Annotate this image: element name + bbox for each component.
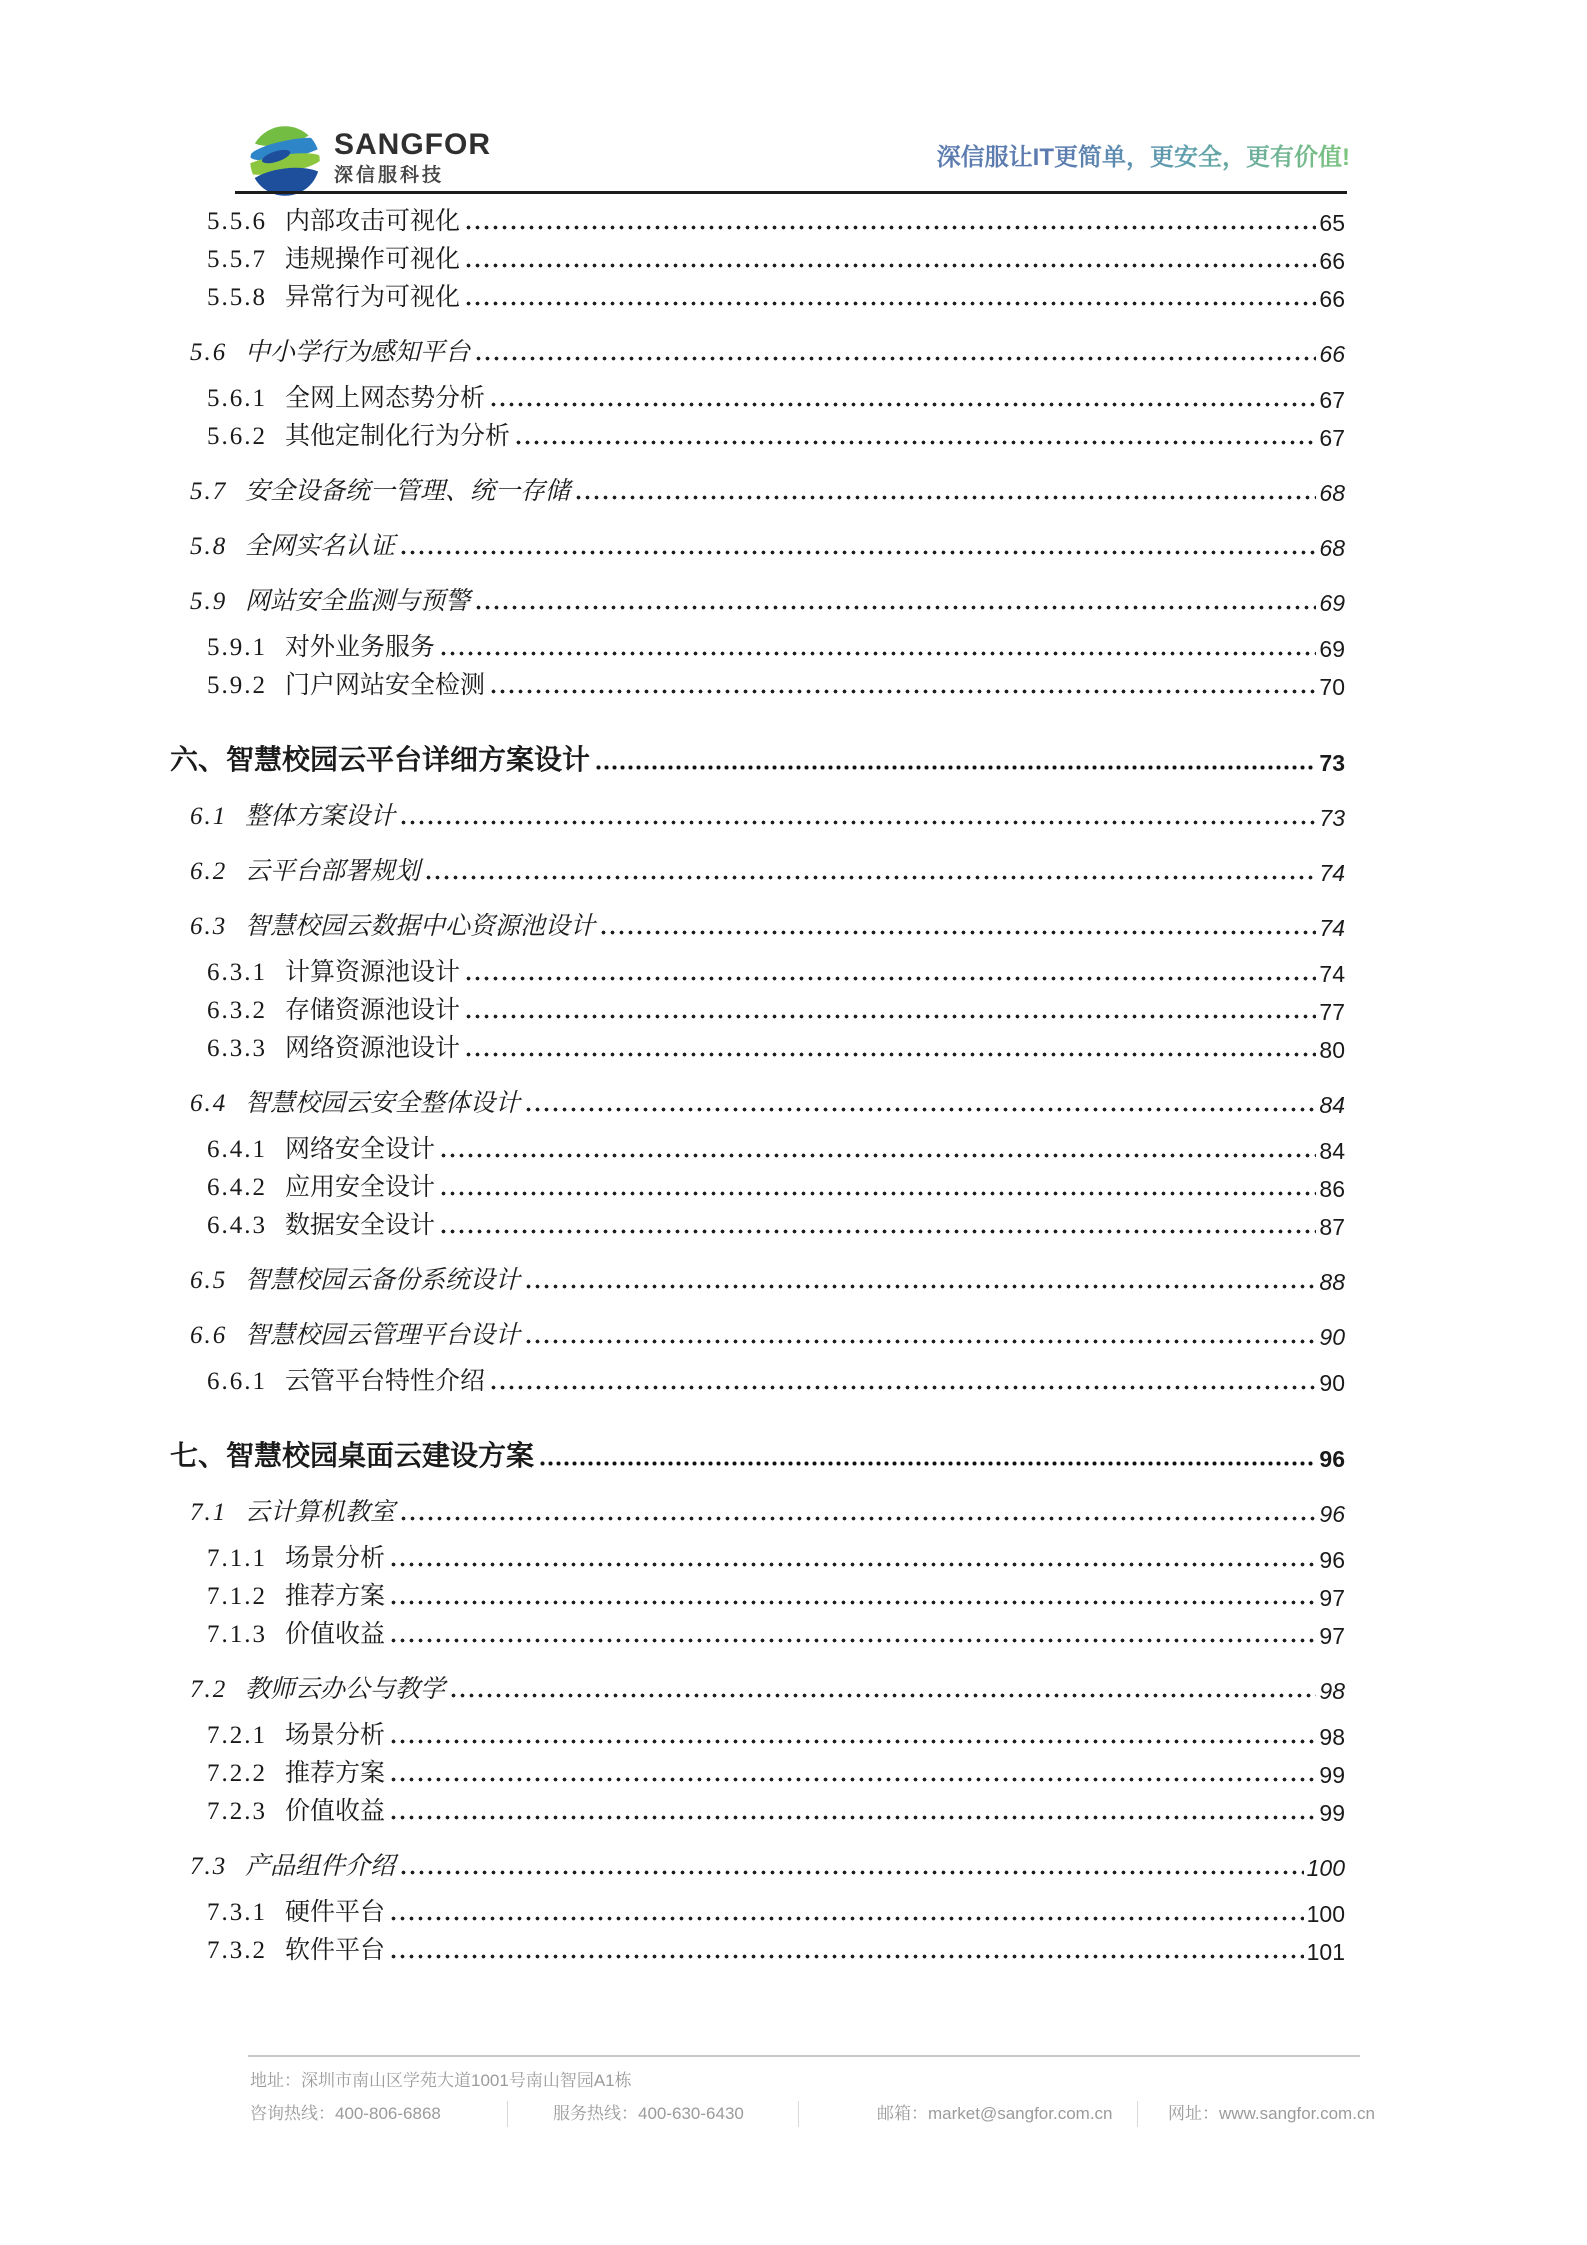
toc-entry-title: 智慧校园云备份系统设计 [245, 1266, 521, 1294]
toc [0, 202, 1587, 1969]
sangfor-logo [248, 124, 491, 198]
toc-entry-title: 软件平台 [285, 1936, 386, 1964]
toc-dotted-leader [526, 1107, 1316, 1112]
toc-entry [207, 991, 1345, 1029]
toc-page-number: 67 [1319, 424, 1345, 451]
toc-entry-number: 7.1.3 [207, 1620, 267, 1648]
toc-entry-title: 安全设备统一管理、统一存储 [245, 477, 571, 505]
toc-entry [190, 1847, 1345, 1885]
toc-page-number: 84 [1319, 1137, 1345, 1164]
toc-page-number: 98 [1319, 1723, 1345, 1750]
toc-page-number: 96 [1319, 1546, 1345, 1573]
toc-entry-title: 推荐方案 [285, 1582, 386, 1610]
toc-entry-title: 对外业务服务 [285, 633, 436, 661]
toc-dotted-leader [391, 1815, 1316, 1820]
toc-dotted-leader [391, 1638, 1316, 1643]
toc-entry-title: 场景分析 [285, 1721, 386, 1749]
toc-page-number: 90 [1319, 1323, 1345, 1350]
toc-entry [207, 628, 1345, 666]
toc-page-number: 69 [1319, 589, 1345, 616]
toc-entry-title: 产品组件介绍 [245, 1852, 396, 1880]
toc-entry-title: 门户网站安全检测 [285, 671, 486, 699]
toc-entry-number: 7.1.2 [207, 1582, 267, 1610]
toc-page-number: 97 [1319, 1584, 1345, 1611]
brand-name-cn: 深信服科技 [334, 165, 445, 186]
toc-entry-number: 6.1 [190, 802, 228, 830]
toc-dotted-leader [466, 225, 1316, 230]
toc-entry-number: 5.7 [190, 477, 228, 505]
footer-contacts [250, 2101, 1375, 2127]
toc-entry-number: 7.3.2 [207, 1936, 267, 1964]
toc-dotted-leader [466, 976, 1316, 981]
header-divider [235, 191, 1347, 194]
toc-entry [207, 1754, 1345, 1792]
toc-dotted-leader [601, 930, 1316, 935]
toc-page-number: 90 [1319, 1369, 1345, 1396]
toc-entry [207, 278, 1345, 316]
toc-entry-number: 6.3.1 [207, 958, 267, 986]
toc-entry-title: 网站安全监测与预警 [245, 587, 471, 615]
toc-dotted-leader [401, 1870, 1304, 1875]
toc-entry [190, 1493, 1345, 1531]
toc-entry-title: 云计算机教室 [245, 1498, 396, 1526]
toc-entry-number: 5.9.2 [207, 671, 267, 699]
toc-page-number: 97 [1319, 1622, 1345, 1649]
toc-entry-number: 7.3 [190, 1852, 228, 1880]
toc-entry [190, 1316, 1345, 1354]
toc-dotted-leader [491, 402, 1316, 407]
toc-entry [190, 797, 1345, 835]
footer-contact-item: 服务热线：400-630-6430 [507, 2101, 798, 2127]
toc-entry [207, 1615, 1345, 1653]
toc-entry-number: 7.1 [190, 1498, 228, 1526]
toc-dotted-leader [466, 1014, 1316, 1019]
toc-dotted-leader [476, 356, 1316, 361]
toc-dotted-leader [401, 1516, 1316, 1521]
toc-entry-number: 7.2.3 [207, 1797, 267, 1825]
toc-page-number: 99 [1319, 1799, 1345, 1826]
toc-entry [190, 527, 1345, 565]
toc-entry [207, 1206, 1345, 1244]
toc-page-number: 98 [1319, 1677, 1345, 1704]
toc-dotted-leader [391, 1600, 1316, 1605]
toc-dotted-leader [391, 1562, 1316, 1567]
toc-entry-title: 整体方案设计 [245, 802, 396, 830]
toc-entry-number: 6.3.3 [207, 1034, 267, 1062]
toc-entry-title: 价值收益 [285, 1620, 386, 1648]
toc-page-number: 73 [1319, 804, 1345, 831]
toc-entry-number: 5.6 [190, 338, 228, 366]
toc-page-number: 68 [1319, 534, 1345, 561]
footer-contact-item: 邮箱：market@sangfor.com.cn [798, 2101, 1137, 2127]
toc-dotted-leader [391, 1739, 1316, 1744]
toc-dotted-leader [391, 1916, 1304, 1921]
toc-page-number: 86 [1319, 1175, 1345, 1202]
toc-entry [207, 666, 1345, 704]
toc-dotted-leader [391, 1777, 1316, 1782]
toc-entry-number: 5.9.1 [207, 633, 267, 661]
toc-entry-title: 教师云办公与教学 [245, 1675, 446, 1703]
toc-entry-number: 7.3.1 [207, 1898, 267, 1926]
toc-page-number: 77 [1319, 998, 1345, 1025]
toc-dotted-leader [516, 440, 1316, 445]
toc-page-number: 99 [1319, 1761, 1345, 1788]
toc-page-number: 101 [1306, 1938, 1345, 1965]
toc-entry [190, 472, 1345, 510]
toc-entry-title: 智慧校园桌面云建设方案 [226, 1440, 535, 1472]
toc-entry-number: 6.5 [190, 1266, 228, 1294]
toc-page-number: 73 [1319, 749, 1345, 776]
toc-entry [190, 907, 1345, 945]
toc-entry-number: 6.4.1 [207, 1135, 267, 1163]
toc-dotted-leader [466, 301, 1316, 306]
toc-entry-number: 6.2 [190, 857, 228, 885]
toc-entry-number: 7.2.2 [207, 1759, 267, 1787]
toc-dotted-leader [441, 651, 1316, 656]
toc-entry [170, 734, 1345, 780]
toc-dotted-leader [466, 263, 1316, 268]
toc-dotted-leader [526, 1284, 1316, 1289]
toc-entry-title: 中小学行为感知平台 [245, 338, 471, 366]
toc-entry-title: 网络资源池设计 [285, 1034, 461, 1062]
toc-page-number: 66 [1319, 340, 1345, 367]
toc-entry [207, 1931, 1345, 1969]
toc-entry [207, 1716, 1345, 1754]
toc-entry [207, 202, 1345, 240]
toc-entry-title: 推荐方案 [285, 1759, 386, 1787]
header-slogan: 深信服让IT更简单，更安全，更有价值! [937, 137, 1350, 172]
toc-entry [207, 1362, 1345, 1400]
toc-entry-title: 全网实名认证 [245, 532, 396, 560]
toc-entry-number: 7.1.1 [207, 1544, 267, 1572]
toc-entry-number: 5.5.7 [207, 245, 267, 273]
toc-entry-number: 七、 [170, 1440, 227, 1472]
toc-entry [170, 1430, 1345, 1476]
toc-dotted-leader [401, 820, 1316, 825]
toc-page-number: 66 [1319, 285, 1345, 312]
toc-page-number: 74 [1319, 960, 1345, 987]
toc-dotted-leader [451, 1693, 1316, 1698]
footer [250, 2068, 1375, 2127]
toc-entry-title: 其他定制化行为分析 [285, 422, 511, 450]
toc-entry-number: 5.9 [190, 587, 228, 615]
toc-entry-title: 价值收益 [285, 1797, 386, 1825]
toc-entry [207, 1130, 1345, 1168]
toc-entry-number: 6.4 [190, 1089, 228, 1117]
toc-dotted-leader [391, 1954, 1304, 1959]
footer-contact-item: 网址：www.sangfor.com.cn [1137, 2101, 1375, 2127]
toc-entry-number: 5.6.2 [207, 422, 267, 450]
toc-dotted-leader [441, 1229, 1316, 1234]
toc-entry [207, 240, 1345, 278]
toc-page-number: 88 [1319, 1268, 1345, 1295]
toc-entry-title: 智慧校园云数据中心资源池设计 [245, 912, 596, 940]
toc-entry-title: 内部攻击可视化 [285, 207, 461, 235]
toc-page-number: 96 [1319, 1500, 1345, 1527]
sangfor-globe-icon [248, 124, 322, 198]
toc-entry [190, 852, 1345, 890]
toc-dotted-leader [441, 1191, 1316, 1196]
toc-entry [207, 417, 1345, 455]
toc-entry [207, 1893, 1345, 1931]
toc-entry-number: 5.5.6 [207, 207, 267, 235]
toc-entry [190, 582, 1345, 620]
toc-entry-title: 全网上网态势分析 [285, 384, 486, 412]
toc-entry-title: 数据安全设计 [285, 1211, 436, 1239]
toc-page-number: 74 [1319, 914, 1345, 941]
toc-entry [207, 1029, 1345, 1067]
toc-entry-number: 7.2.1 [207, 1721, 267, 1749]
brand-text [334, 130, 491, 185]
toc-entry [207, 379, 1345, 417]
toc-entry-number: 6.4.2 [207, 1173, 267, 1201]
toc-entry [190, 333, 1345, 371]
toc-dotted-leader [401, 550, 1316, 555]
toc-entry-title: 违规操作可视化 [285, 245, 461, 273]
toc-entry-title: 计算资源池设计 [285, 958, 461, 986]
footer-contact-item: 咨询热线：400-806-6868 [250, 2104, 441, 2123]
toc-entry-number: 7.2 [190, 1675, 228, 1703]
toc-entry-number: 5.6.1 [207, 384, 267, 412]
toc-entry [207, 953, 1345, 991]
toc-entry-title: 云管平台特性介绍 [285, 1367, 486, 1395]
toc-page-number: 84 [1319, 1091, 1345, 1118]
toc-entry-title: 应用安全设计 [285, 1173, 436, 1201]
toc-dotted-leader [526, 1339, 1316, 1344]
toc-dotted-leader [596, 765, 1316, 770]
toc-page-number: 96 [1319, 1445, 1345, 1472]
toc-page-number: 87 [1319, 1213, 1345, 1240]
toc-entry-number: 6.3 [190, 912, 228, 940]
toc-entry-title: 场景分析 [285, 1544, 386, 1572]
toc-entry-number: 6.3.2 [207, 996, 267, 1024]
footer-address: 地址：深圳市南山区学苑大道1001号南山智园A1栋 [250, 2071, 632, 2090]
toc-dotted-leader [466, 1052, 1316, 1057]
toc-entry [190, 1261, 1345, 1299]
toc-dotted-leader [476, 605, 1316, 610]
toc-page-number: 69 [1319, 635, 1345, 662]
toc-page-number: 70 [1319, 673, 1345, 700]
toc-dotted-leader [491, 689, 1316, 694]
toc-entry-number: 6.6 [190, 1321, 228, 1349]
toc-entry [190, 1084, 1345, 1122]
toc-dotted-leader [426, 875, 1316, 880]
toc-entry-number: 6.4.3 [207, 1211, 267, 1239]
toc-page-number: 67 [1319, 386, 1345, 413]
toc-page-number: 65 [1319, 209, 1345, 236]
toc-entry [190, 1670, 1345, 1708]
toc-entry-title: 异常行为可视化 [285, 283, 461, 311]
toc-entry-title: 存储资源池设计 [285, 996, 461, 1024]
brand-name-en: SANGFOR [334, 128, 491, 161]
toc-entry-number: 5.5.8 [207, 283, 267, 311]
toc-entry-number: 六、 [170, 744, 227, 776]
toc-page-number: 66 [1319, 247, 1345, 274]
toc-entry [207, 1539, 1345, 1577]
toc-page-number: 100 [1306, 1900, 1345, 1927]
toc-entry-title: 网络安全设计 [285, 1135, 436, 1163]
toc-page-number: 100 [1306, 1854, 1345, 1881]
toc-entry-number: 5.8 [190, 532, 228, 560]
toc-page-number: 74 [1319, 859, 1345, 886]
toc-entry [207, 1577, 1345, 1615]
footer-divider [248, 2055, 1360, 2057]
toc-dotted-leader [441, 1153, 1316, 1158]
toc-entry [207, 1792, 1345, 1830]
toc-page-number: 68 [1319, 479, 1345, 506]
toc-entry-title: 智慧校园云平台详细方案设计 [226, 744, 591, 776]
toc-entry-title: 智慧校园云管理平台设计 [245, 1321, 521, 1349]
toc-entry-title: 智慧校园云安全整体设计 [245, 1089, 521, 1117]
toc-entry [207, 1168, 1345, 1206]
toc-dotted-leader [576, 495, 1316, 500]
toc-entry-title: 云平台部署规划 [245, 857, 421, 885]
toc-page-number: 80 [1319, 1036, 1345, 1063]
toc-entry-number: 6.6.1 [207, 1367, 267, 1395]
toc-dotted-leader [540, 1461, 1316, 1466]
toc-entry-title: 硬件平台 [285, 1898, 386, 1926]
toc-dotted-leader [491, 1385, 1316, 1390]
